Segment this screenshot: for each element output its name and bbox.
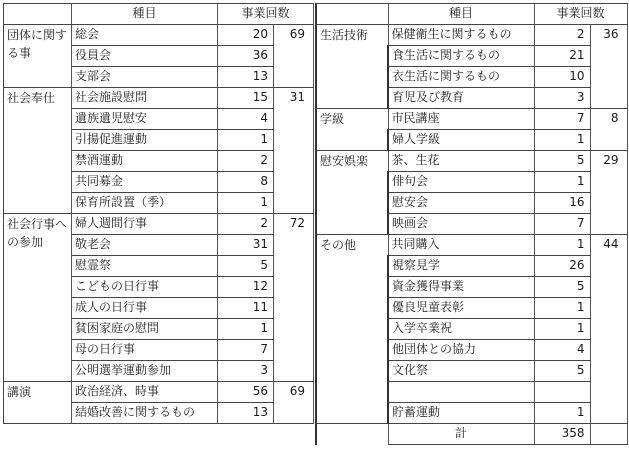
item-count-cell: 3 bbox=[534, 88, 590, 109]
item-count-cell: 12 bbox=[218, 277, 274, 298]
item-count-cell: 20 bbox=[218, 25, 274, 46]
right-table-body bbox=[316, 25, 627, 424]
item-name-cell: 支部会 bbox=[72, 67, 218, 88]
category-total-cell: 8 bbox=[590, 109, 627, 151]
item-name-cell: 衣生活に関するもの bbox=[388, 67, 534, 88]
item-name-cell: 食生活に関するもの bbox=[388, 46, 534, 67]
item-name-cell: 優良児童表彰 bbox=[388, 298, 534, 319]
item-name-cell: 他団体との協力 bbox=[388, 340, 534, 361]
item-name-cell: 共同購入 bbox=[388, 235, 534, 256]
item-name-cell: 総会 bbox=[72, 25, 218, 46]
table-row bbox=[316, 235, 627, 256]
item-count-cell: 2 bbox=[218, 151, 274, 172]
item-count-cell: 1 bbox=[534, 235, 590, 256]
item-name-cell: 政治経済、時事 bbox=[72, 382, 218, 403]
right-table bbox=[315, 3, 628, 445]
item-name-cell: 慰霊祭 bbox=[72, 256, 218, 277]
item-count-cell: 1 bbox=[218, 130, 274, 151]
item-name-cell: 遺族遺児慰安 bbox=[72, 109, 218, 130]
item-name-cell: 市民講座 bbox=[388, 109, 534, 130]
item-count-cell: 7 bbox=[534, 109, 590, 130]
header-category bbox=[4, 4, 72, 25]
header-count: 事業回数 bbox=[534, 4, 627, 25]
table-row bbox=[4, 25, 314, 46]
item-count-cell: 21 bbox=[534, 46, 590, 67]
category-total-cell: 29 bbox=[590, 151, 627, 235]
category-total-cell: 36 bbox=[590, 25, 627, 109]
category-cell: 慰安娯楽 bbox=[316, 151, 388, 235]
category-cell: 学級 bbox=[316, 109, 388, 151]
item-name-cell: 資金獲得事業 bbox=[388, 277, 534, 298]
category-cell: その他 bbox=[316, 235, 388, 424]
item-count-cell: 2 bbox=[218, 214, 274, 235]
right-header-row bbox=[316, 4, 627, 25]
item-count-cell: 5 bbox=[534, 151, 590, 172]
header-item: 種目 bbox=[72, 4, 218, 25]
item-count-cell: 13 bbox=[218, 67, 274, 88]
item-name-cell: 公明選挙運動参加 bbox=[72, 361, 218, 382]
category-total-cell: 69 bbox=[274, 382, 314, 424]
category-total-cell: 31 bbox=[274, 88, 314, 214]
item-count-cell: 11 bbox=[218, 298, 274, 319]
grand-total-blank bbox=[590, 424, 627, 445]
item-count-cell: 1 bbox=[534, 130, 590, 151]
category-total-cell: 44 bbox=[590, 235, 627, 424]
item-name-cell: 共同募金 bbox=[72, 172, 218, 193]
item-name-cell: 結婚改善に関するもの bbox=[72, 403, 218, 424]
item-count-cell: 8 bbox=[218, 172, 274, 193]
item-name-cell: 保健衛生に関するもの bbox=[388, 25, 534, 46]
item-count-cell: 56 bbox=[218, 382, 274, 403]
item-name-cell: 婦人週間行事 bbox=[72, 214, 218, 235]
item-name-cell: 育児及び教育 bbox=[388, 88, 534, 109]
item-count-cell: 5 bbox=[534, 361, 590, 382]
item-name-cell: 貯蓄運動 bbox=[388, 403, 534, 424]
item-name-cell: 文化祭 bbox=[388, 361, 534, 382]
item-name-cell: 引揚促進運動 bbox=[72, 130, 218, 151]
item-count-cell: 5 bbox=[218, 256, 274, 277]
table-row bbox=[4, 88, 314, 109]
item-name-cell: 禁酒運動 bbox=[72, 151, 218, 172]
item-name-cell: 婦人学級 bbox=[388, 130, 534, 151]
item-count-cell: 1 bbox=[534, 319, 590, 340]
item-name-cell: 貧困家庭の慰問 bbox=[72, 319, 218, 340]
item-name-cell: 茶、生花 bbox=[388, 151, 534, 172]
item-count-cell: 10 bbox=[534, 67, 590, 88]
item-count-cell: 36 bbox=[218, 46, 274, 67]
item-count-cell: 7 bbox=[218, 340, 274, 361]
item-count-cell: 1 bbox=[218, 319, 274, 340]
header-count: 事業回数 bbox=[218, 4, 314, 25]
item-count-cell: 2 bbox=[534, 25, 590, 46]
header-category bbox=[316, 4, 388, 25]
item-name-cell: 慰安会 bbox=[388, 193, 534, 214]
category-cell: 講演 bbox=[4, 382, 72, 424]
item-count-cell: 16 bbox=[534, 193, 590, 214]
left-header-row bbox=[4, 4, 314, 25]
item-name-cell: 役員会 bbox=[72, 46, 218, 67]
table-row bbox=[4, 382, 314, 403]
item-name-cell: 映画会 bbox=[388, 214, 534, 235]
item-count-cell: 1 bbox=[218, 193, 274, 214]
category-cell: 社会奉仕 bbox=[4, 88, 72, 214]
category-cell: 生活技術 bbox=[316, 25, 388, 109]
table-row bbox=[4, 214, 314, 235]
table-row bbox=[316, 151, 627, 172]
table-row bbox=[316, 25, 627, 46]
item-count-cell: 1 bbox=[534, 172, 590, 193]
item-name-cell: こどもの日行事 bbox=[72, 277, 218, 298]
grand-total-value: 358 bbox=[534, 424, 590, 445]
item-name-cell: 母の日行事 bbox=[72, 340, 218, 361]
item-count-cell bbox=[534, 382, 590, 403]
item-name-cell: 保育所設置（季） bbox=[72, 193, 218, 214]
item-count-cell: 1 bbox=[534, 403, 590, 424]
left-table bbox=[3, 3, 314, 424]
item-count-cell: 13 bbox=[218, 403, 274, 424]
left-table-body bbox=[4, 25, 314, 424]
category-total-cell: 72 bbox=[274, 214, 314, 382]
item-count-cell: 26 bbox=[534, 256, 590, 277]
category-total-cell: 69 bbox=[274, 25, 314, 88]
item-name-cell bbox=[388, 382, 534, 403]
item-count-cell: 7 bbox=[534, 214, 590, 235]
grand-total-row bbox=[316, 424, 627, 445]
category-cell: 団体に関する事 bbox=[4, 25, 72, 88]
item-name-cell: 社会施設慰問 bbox=[72, 88, 218, 109]
table-row bbox=[316, 109, 627, 130]
item-name-cell: 俳句会 bbox=[388, 172, 534, 193]
item-count-cell: 5 bbox=[534, 277, 590, 298]
item-name-cell: 視察見学 bbox=[388, 256, 534, 277]
item-count-cell: 4 bbox=[534, 340, 590, 361]
grand-total-spacer bbox=[316, 424, 388, 445]
header-item: 種目 bbox=[388, 4, 534, 25]
item-name-cell: 成人の日行事 bbox=[72, 298, 218, 319]
category-cell: 社会行事への参加 bbox=[4, 214, 72, 382]
item-count-cell: 15 bbox=[218, 88, 274, 109]
item-name-cell: 敬老会 bbox=[72, 235, 218, 256]
item-count-cell: 3 bbox=[218, 361, 274, 382]
item-count-cell: 1 bbox=[534, 298, 590, 319]
item-name-cell: 入学卒業祝 bbox=[388, 319, 534, 340]
item-count-cell: 4 bbox=[218, 109, 274, 130]
item-count-cell: 31 bbox=[218, 235, 274, 256]
grand-total-label: 計 bbox=[388, 424, 534, 445]
